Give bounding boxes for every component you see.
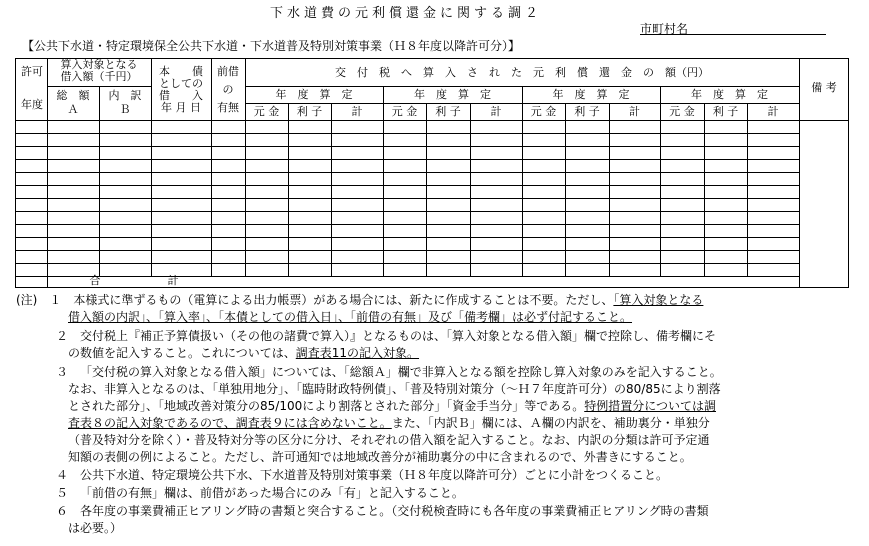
note-3-line-3: とされた部分」、「地域改善対策分の85/100により割落とされた部分」「資金手当分」等である。特例措置分については調: [68, 399, 716, 413]
header-zensai-3: 有無: [217, 101, 239, 114]
header-santai-1: 算入対象となる: [60, 58, 138, 71]
note-5-number: ５: [56, 486, 69, 500]
note-6-number: ６: [56, 504, 69, 518]
total-label-a: 合: [89, 274, 101, 287]
note-6-line-2: は必要。）: [68, 521, 123, 535]
note-3-number: ３: [56, 365, 69, 379]
note-5-line-1: 「前借の有無」欄は、前借があった場合にのみ「有」と記入すること。: [80, 486, 464, 500]
note-1-line-2: 借入額の内訳」、「算入率」、「本債としての借入日」、「前借の有無」及び「備考欄」は必ず付記すること。: [68, 310, 633, 324]
note-4-line-1: 公共下水道、特定環境公共下水、下水道普及特別対策事業（Ｈ８年度以降許可分）ごとに小計をつくること。: [80, 468, 669, 482]
header-kei-2: 計: [490, 105, 502, 118]
debt-table: [15, 58, 849, 288]
header-biko: 備 考: [811, 81, 837, 94]
header-rishi-4: 利 子: [712, 105, 739, 118]
header-kei-4: 計: [767, 105, 779, 118]
header-sogaku-a: Ａ: [67, 103, 79, 116]
header-nendo-santei-1: 年 度 算 定: [275, 88, 353, 101]
header-kofuzei: 交 付 税 へ 算 入 さ れ た 元 利 償 還 金 の 額（円）: [335, 66, 709, 79]
header-kei-3: 計: [629, 105, 640, 118]
note-2-line-2: の数値を記入すること。これについては、調査表11の記入対象。: [68, 346, 420, 360]
header-honsai-4: 年 月 日: [161, 101, 201, 114]
header-honsai-3: 借 入: [159, 89, 203, 102]
header-honsai-1: 本 債: [159, 65, 203, 78]
total-label-b: 計: [167, 274, 179, 287]
header-kei-1: 計: [351, 105, 363, 118]
note-1-line-1: (注) １ 本様式に準ずるもの（電算による出力帳票）がある場合には、新たに作成することは不要。ただし、「算入対象となる: [16, 293, 704, 307]
subtitle: 【公共下水道・特定環境保全公共下水道・下水道普及特別対策事業（Ｈ８年度以降許可分）】: [22, 39, 521, 53]
note-6-line-1: 各年度の事業費補正ヒアリング時の書類と突合すること。（交付税検査時にも各年度の事業費補正ヒアリング時の書類: [80, 504, 709, 518]
header-uchiwake-b: Ｂ: [119, 103, 131, 116]
note-3-line-2: なお、非算入となるのは、「単独用地分」、「臨時財政特例債」、「普及特別対策分（～Ｈ７年度許可分）の80/85により割落: [68, 382, 721, 396]
header-kyoka: 許可: [21, 65, 43, 78]
note-3-line-1: 「交付税の算入対象となる借入額」については、「総額Ａ」欄で非算入となる額を控除し算入対象のみを記入すること。: [80, 365, 722, 379]
note-3-line-5: （普及特対分を除く）・普及特対分等の区分に分け、それぞれの借入額を記入すること。なお、内訳の分類は許可予定通: [68, 433, 710, 447]
header-zensai-1: 前借: [217, 65, 239, 78]
header-zensai-2: の: [222, 83, 234, 96]
municipality-field[interactable]: 市町村名: [640, 20, 826, 35]
page-title: 下水道費の元利償還金に関する調２: [270, 6, 543, 21]
note-4-number: ４: [56, 468, 69, 482]
header-ganki-2: 元 金: [391, 105, 418, 118]
note-3-line-4: 査表８の記入対象であるので、調査表９には含めないこと。また、「内訳Ｂ」欄には、Ａ欄の内訳を、補助裏分・単独分: [68, 416, 710, 430]
header-uchiwake: 内 訳: [108, 89, 142, 102]
header-ganki-3: 元 金: [530, 105, 557, 118]
header-ganki-1: 元 金: [253, 105, 280, 118]
header-ganki-4: 元 金: [669, 105, 695, 118]
note-2-number: ２: [56, 329, 69, 343]
note-3-line-6: 知額の表側の例によること。ただし、許可通知では地域改善分が補助裏分の中に含まれるので、外書きにすること。: [68, 450, 692, 464]
note-2-line-1: 交付税上『補正予算債扱い（その他の諸費で算入）』となるものは、「算入対象となる借入額」欄で控除し、備考欄にそ: [80, 329, 717, 343]
header-nendo-santei-2: 年 度 算 定: [414, 88, 491, 101]
header-rishi-1: 利 子: [296, 105, 323, 118]
header-rishi-2: 利 子: [435, 105, 461, 118]
header-nendo-santei-3: 年 度 算 定: [552, 88, 630, 101]
header-honsai-2: としての: [159, 77, 203, 90]
header-santai-2: 借入額（千円）: [60, 70, 138, 83]
header-rishi-3: 利 子: [574, 105, 600, 118]
header-nendo-santei-4: 年 度 算 定: [691, 88, 768, 101]
header-sogaku: 総 額: [56, 89, 90, 102]
header-nendo: 年度: [21, 98, 43, 111]
